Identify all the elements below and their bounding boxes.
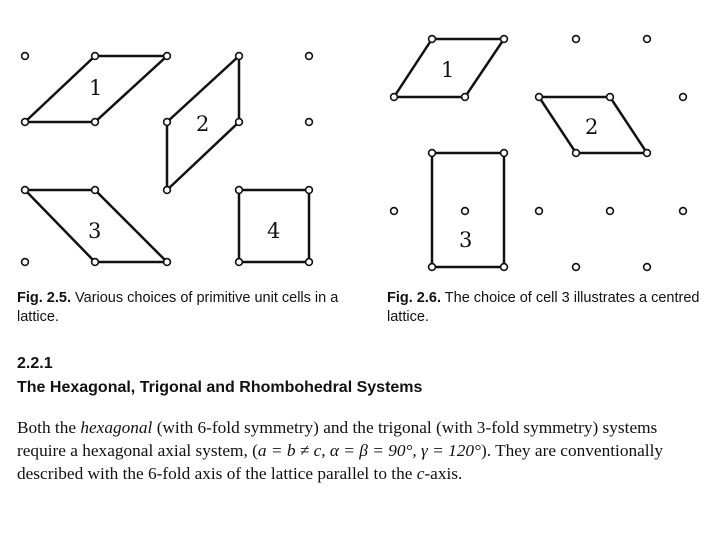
body-text-part: ). They are conventionally described with the 6-fold axis of the lattice parallel to the [17,441,664,483]
cell-label-3: 3 [459,228,473,252]
cell-label-3: 3 [88,219,102,243]
caption-text: The choice of cell 3 illustrates a centred lattice. [387,290,700,325]
cell-label-1: 1 [441,58,455,82]
body-text-part: -axis. [424,464,463,483]
cell-label-1: 1 [89,76,103,100]
cell-label-4: 4 [267,219,281,243]
figure-2-5 [22,53,313,266]
section-number: 2.2.1 [17,355,53,372]
caption-label: Fig. 2.6. [387,290,441,306]
caption-text: Various choices of primitive unit cells in a lattice. [17,290,339,325]
body-text-part: Both the [17,418,81,437]
figure-2-6-caption [387,289,707,327]
term-hexagonal: hexagonal [80,418,153,437]
caption-label: Fig. 2.5. [17,290,71,306]
figure-2-5-caption [17,289,367,327]
body-paragraph [17,416,707,485]
c-axis-symbol: c [416,464,425,483]
section-title: The Hexagonal, Trigonal and Rhombohedral Systems [17,379,423,396]
cell-label-2: 2 [196,112,210,136]
axial-relations: a = b ≠ c, α = β = 90°, γ = 120° [257,441,481,460]
cell-label-2: 2 [585,115,599,139]
figure-2-6 [391,36,687,271]
body-text-part: (with 6-fold symmetry) and the trigonal (with 3-fold symmetry) systems require a hexagonal axial system, ( [17,418,658,460]
